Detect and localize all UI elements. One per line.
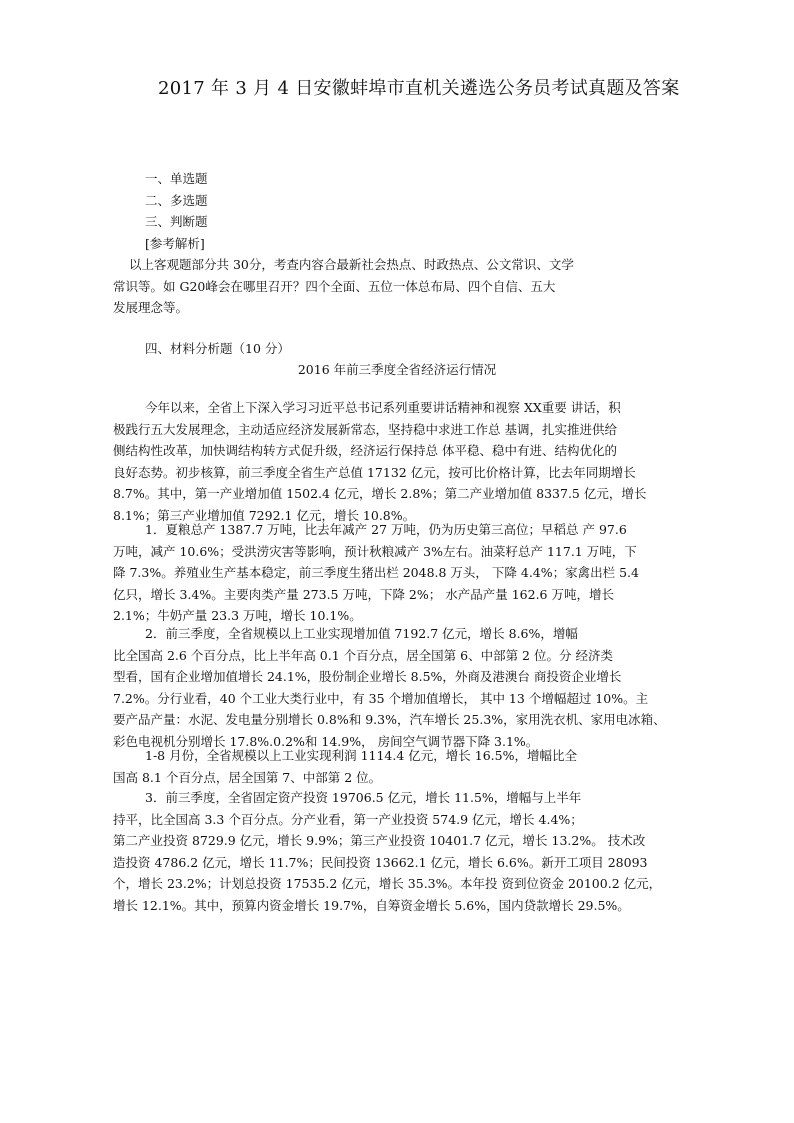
section-single-choice: 一、单选题: [145, 171, 208, 186]
text-line: 亿只，增长 3.4%。主要肉类产量 273.5 万吨，下降 2%； 水产品产量 162.6 万吨，增长: [113, 586, 614, 602]
text-line: 今年以来，全省上下深入学习习近平总书记系列重要讲话精神和视察 XX重要 讲话，积: [145, 400, 621, 415]
text-line: 个，增长 23.2%；计划总投资 17535.2 亿元，增长 35.3%。本年投 资到位资金 20100.2 亿元，: [113, 876, 662, 891]
section-true-false: 三、判断题: [145, 214, 208, 229]
text-line: 万吨，减产 10.6%；受洪涝灾害等影响，预计秋粮减产 3%左右。油菜籽总产 117.1 万吨，下: [113, 543, 637, 559]
text-line: 1．夏粮总产 1387.7 万吨，比去年减产 27 万吨，仍为历史第三高位；早稻总 产 97.6: [145, 522, 627, 537]
question-sections: [145, 168, 208, 254]
paragraph-overview: [113, 397, 683, 526]
text-line: 3．前三季度，全省固定资产投资 19706.5 亿元，增长 11.5%，增幅与上半年: [145, 790, 582, 805]
text-line: 2．前三季度，全省规模以上工业实现增加值 7192.7 亿元，增长 8.6%，增幅: [145, 626, 578, 641]
paragraph-agriculture: [113, 519, 683, 627]
text-line: 极践行五大发展理念，主动适应经济发展新常态，坚持稳中求进工作总 基调，扎实推进供给: [113, 421, 617, 437]
text-line: 8.1%；第三产业增加值 7292.1 亿元，增长 10.8%。: [113, 507, 416, 523]
text-line: 增长 12.1%。其中，预算内资金增长 19.7%，自筹资金增长 5.6%，国内贷款增长 29.5%。: [113, 897, 630, 913]
text-line: 常识等。如 G20峰会在哪里召开？四个全面、五位一体总布局、四个自信、五大: [113, 278, 556, 294]
text-line: 造投资 4786.2 亿元，增长 11.7%；民间投资 13662.1 亿元，增长 6.6%。新开工项目 28093: [113, 854, 648, 870]
text-line: 良好态势。初步核算，前三季度全省生产总值 17132 亿元，按可比价格计算，比去年同期增长: [113, 464, 636, 480]
text-line: 发展理念等。: [113, 300, 189, 315]
section-material-analysis: 四、材料分析题（10 分）: [145, 341, 290, 356]
intro-paragraph: [113, 254, 683, 319]
paragraph-industry: [113, 623, 683, 752]
section-multiple-choice: 二、多选题: [145, 192, 208, 208]
text-line: 1-8 月份，全省规模以上工业实现利润 1114.4 亿元，增长 16.5%，增幅比全: [145, 748, 577, 763]
paragraph-profit: [113, 745, 683, 788]
paragraph-investment: [113, 787, 683, 916]
text-line: 降 7.3%。养殖业生产基本稳定，前三季度生猪出栏 2048.8 万头， 下降 4.4%；家禽出栏 5.4: [113, 565, 639, 580]
section-reference-analysis: [参考解析]: [145, 235, 205, 251]
text-line: 比全国高 2.6 个百分点，比上半年高 0.1 个百分点，居全国第 6、中部第 2 位。分 经济类: [113, 647, 613, 663]
text-line: 以上客观题部分共 30分，考查内容合最新社会热点、时政热点、公文常识、文学: [129, 257, 574, 272]
document-title: 2017 年 3 月 4 日安徽蚌埠市直机关遴选公务员考试真题及答案: [158, 78, 680, 99]
text-line: 彩色电视机分别增长 17.8%.0.2%和 14.9%， 房间空气调节器下降 3.1%。: [113, 733, 539, 749]
text-line: 国高 8.1 个百分点，居全国第 7、中部第 2 位。: [113, 769, 382, 785]
text-line: 第二产业投资 8729.9 亿元，增长 9.9%；第三产业投资 10401.7 亿元，增长 13.2%。 技术改: [113, 833, 646, 848]
text-line: 8.7%。其中，第一产业增加值 1502.4 亿元，增长 2.8%；第二产业增加值 8337.5 亿元，增长: [113, 486, 647, 501]
text-line: 2.1%；牛奶产量 23.3 万吨，增长 10.1%。: [113, 608, 362, 623]
text-line: 要产品产量：水泥、发电量分别增长 0.8%和 9.3%，汽车增长 25.3%，家用洗衣机、家用电冰箱、: [113, 712, 666, 727]
text-line: 侧结构性改革，加快调结构转方式促升级，经济运行保持总 体平稳、稳中有进、结构优化的: [113, 443, 617, 458]
text-line: 7.2%。分行业看，40 个工业大类行业中，有 35 个增加值增长， 其中 13 个增幅超过 10%。主: [113, 690, 649, 706]
text-line: 持平，比全国高 3.3 个百分点。分产业看，第一产业投资 574.9 亿元，增长 4.4%；: [113, 811, 583, 827]
material-title: 2016 年前三季度全省经济运行情况: [297, 362, 497, 377]
text-line: 型看，国有企业增加值增长 24.1%，股份制企业增长 8.5%，外商及港澳台 商投资企业增长: [113, 669, 622, 684]
